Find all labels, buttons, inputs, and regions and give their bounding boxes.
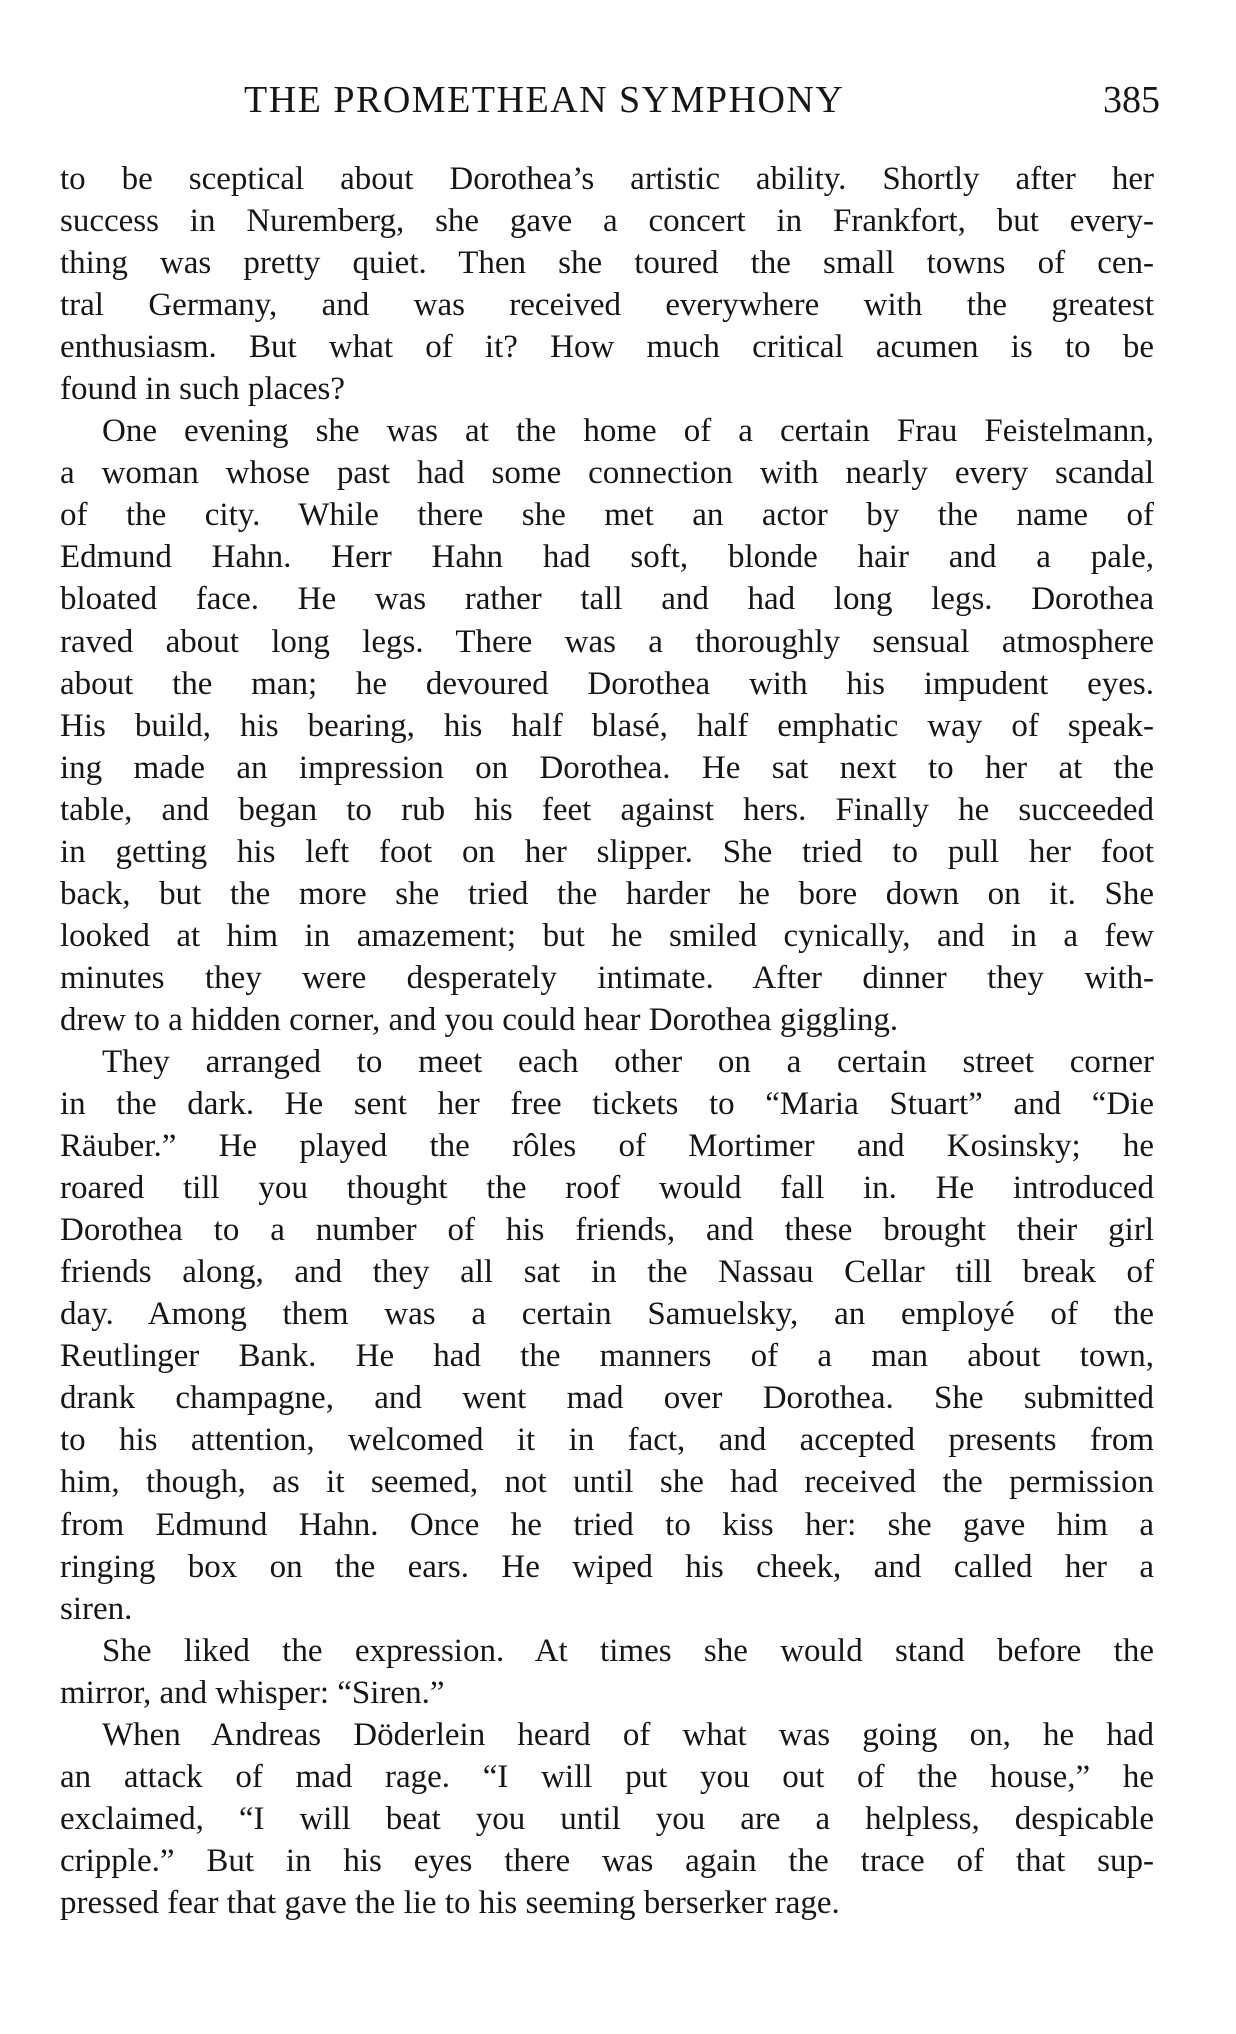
text-line: bloated face. He was rather tall and had long legs. Dorothea — [60, 581, 1154, 618]
text-line: tral Germany, and was received everywhere with the greatest — [60, 287, 1154, 324]
text-line: thing was pretty quiet. Then she toured the small towns of cen- — [60, 245, 1154, 282]
text-line: pressed fear that gave the lie to his seeming berserker rage. — [60, 1884, 840, 1921]
text-line: table, and began to rub his feet against hers. Finally he succeeded — [60, 791, 1154, 828]
running-title: THE PROMETHEAN SYMPHONY — [244, 79, 845, 121]
text-line: Räuber.” He played the rôles of Mortimer and Kosinsky; he — [60, 1128, 1154, 1165]
text-line: cripple.” But in his eyes there was again the trace of that sup- — [60, 1842, 1154, 1879]
text-line: in getting his left foot on her slipper. She tried to pull her foot — [60, 833, 1154, 870]
paragraph-first-line: When Andreas Döderlein heard of what was going on, he had — [102, 1716, 1154, 1753]
text-line: roared till you thought the roof would fall in. He introduced — [60, 1170, 1154, 1207]
text-line: looked at him in amazement; but he smiled cynically, and in a few — [60, 917, 1154, 954]
text-line: day. Among them was a certain Samuelsky, an employé of the — [60, 1296, 1154, 1333]
text-line: success in Nuremberg, she gave a concert in Frankfort, but every- — [60, 203, 1154, 240]
page-header — [60, 78, 1160, 128]
paragraph-first-line: She liked the expression. At times she would stand before the — [102, 1632, 1154, 1669]
text-line: about the man; he devoured Dorothea with his impudent eyes. — [60, 665, 1154, 702]
text-line: Edmund Hahn. Herr Hahn had soft, blonde hair and a pale, — [60, 539, 1154, 576]
page-number: 385 — [1103, 79, 1160, 121]
body-text — [60, 158, 1154, 1924]
text-line: from Edmund Hahn. Once he tried to kiss her: she gave him a — [60, 1506, 1154, 1543]
text-line: Reutlinger Bank. He had the manners of a man about town, — [60, 1338, 1154, 1375]
text-line: an attack of mad rage. “I will put you out of the house,” he — [60, 1758, 1154, 1795]
text-line: exclaimed, “I will beat you until you are a helpless, despicable — [60, 1800, 1154, 1837]
text-line: ringing box on the ears. He wiped his cheek, and called her a — [60, 1548, 1154, 1585]
text-line: raved about long legs. There was a thoroughly sensual atmosphere — [60, 623, 1154, 660]
text-line: drank champagne, and went mad over Dorothea. She submitted — [60, 1380, 1154, 1417]
text-line: Dorothea to a number of his friends, and these brought their girl — [60, 1212, 1154, 1249]
text-line: minutes they were desperately intimate. After dinner they with- — [60, 959, 1154, 996]
text-line: ing made an impression on Dorothea. He sat next to her at the — [60, 749, 1154, 786]
paragraph-first-line: They arranged to meet each other on a certain street corner — [102, 1043, 1154, 1080]
text-line: in the dark. He sent her free tickets to “Maria Stuart” and “Die — [60, 1086, 1154, 1123]
text-line: a woman whose past had some connection with nearly every scandal — [60, 455, 1154, 492]
text-line: to his attention, welcomed it in fact, and accepted presents from — [60, 1422, 1154, 1459]
text-line: of the city. While there she met an actor by the name of — [60, 497, 1154, 534]
text-line: drew to a hidden corner, and you could hear Dorothea giggling. — [60, 1001, 899, 1038]
text-line: back, but the more she tried the harder he bore down on it. She — [60, 875, 1154, 912]
text-line: him, though, as it seemed, not until she had received the permission — [60, 1464, 1154, 1501]
text-line: siren. — [60, 1590, 133, 1627]
text-line: friends along, and they all sat in the Nassau Cellar till break of — [60, 1254, 1154, 1291]
text-line: enthusiasm. But what of it? How much critical acumen is to be — [60, 329, 1154, 366]
text-line: His build, his bearing, his half blasé, half emphatic way of speak- — [60, 707, 1154, 744]
text-line: to be sceptical about Dorothea’s artistic ability. Shortly after her — [60, 161, 1154, 197]
text-line: found in such places? — [60, 371, 345, 408]
text-line: mirror, and whisper: “Siren.” — [60, 1674, 445, 1711]
paragraph-first-line: One evening she was at the home of a certain Frau Feistelmann, — [102, 413, 1154, 450]
